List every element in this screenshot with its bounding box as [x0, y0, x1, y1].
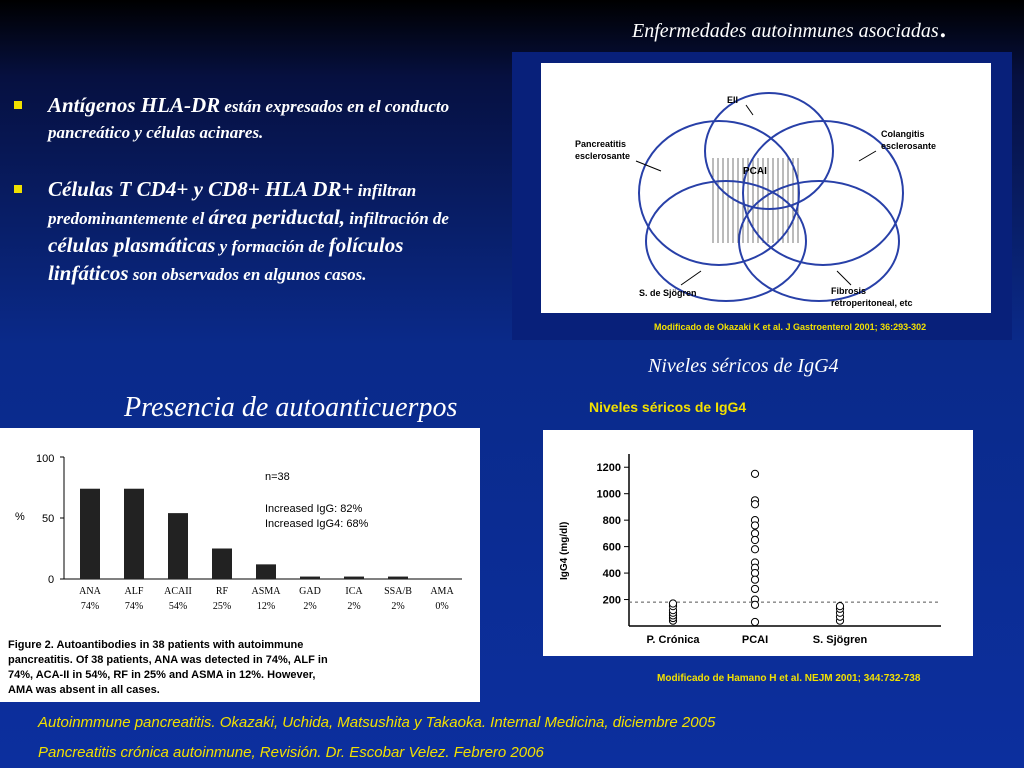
bullet-text: y formación de [215, 237, 329, 256]
venn-label-eii: EII [727, 95, 739, 105]
venn-credit: Modificado de Okazaki K et al. J Gastroenterol 2001; 36:293-302 [654, 322, 927, 332]
bar [168, 513, 188, 579]
venn-label-pcai: PCAI [743, 166, 767, 177]
figure-caption: 74%, ACA-II in 54%, RF in 25% and ASMA in 12%. However, [8, 669, 316, 681]
bullet-strong: área periductal, [208, 205, 346, 229]
scatter-point [751, 601, 758, 608]
bullet-text: están expresados en el conducto pancreático y células acinares. [48, 97, 450, 142]
bar-category-label: ALF [124, 586, 144, 597]
bar-percent-label: 74% [80, 601, 100, 612]
scatter-ytick-label: 400 [602, 568, 621, 581]
scatter-point [751, 585, 758, 592]
scatter-point [836, 603, 843, 610]
igg4-chart-heading: Niveles séricos de IgG4 [589, 399, 747, 415]
scatter-point [751, 576, 758, 583]
bullet-square-icon [14, 101, 22, 109]
bar-percent-label: 2% [303, 601, 317, 612]
scatter-point [751, 522, 758, 529]
venn-label-pancreatitis: esclerosante [575, 151, 631, 161]
scatter-category-label: S. Sjögren [812, 634, 868, 646]
bar-category-label: RF [215, 586, 229, 597]
venn-svg [541, 63, 991, 313]
bar [124, 489, 144, 579]
igg4-scatter-chart [543, 430, 973, 656]
figure-caption: pancreatitis. Of 38 patients, ANA was detected in 74%, ALF in [8, 654, 328, 666]
scatter-ytick-label: 1000 [596, 488, 621, 501]
slide-title-associated-diseases: Enfermedades autoinmunes asociadas. [632, 8, 948, 45]
bar-category-label: GAD [299, 586, 321, 597]
bar-ytick: 100 [36, 453, 55, 465]
bar-annotation: n=38 [265, 471, 290, 483]
igg4-figure [543, 430, 973, 656]
autoantibody-title: Presencia de autoanticuerpos [124, 392, 458, 423]
autoantibody-bar-chart [0, 428, 480, 702]
bar [80, 489, 100, 579]
scatter-ytick-label: 600 [602, 541, 621, 554]
scatter-point [751, 546, 758, 553]
scatter-point [751, 470, 758, 477]
bullet-strong: células plasmáticas [48, 233, 216, 257]
bar-percent-label: 54% [168, 601, 188, 612]
bar-category-label: ICA [345, 586, 363, 597]
bullet-text: son observados en algunos casos. [128, 265, 367, 284]
bar-ylabel: % [15, 511, 25, 523]
bar [388, 577, 408, 579]
bullet-text: infiltran predominantemente el [48, 181, 417, 228]
venn-label-fibrosis: Fibrosis [831, 286, 867, 296]
bar-annotation: Increased IgG: 82% [265, 503, 363, 515]
bar-category-label: SSA/B [384, 586, 412, 597]
scatter-point [669, 600, 676, 607]
bar-percent-label: 2% [347, 601, 361, 612]
bar-percent-label: 2% [391, 601, 405, 612]
scatter-category-label: P. Crónica [646, 634, 700, 646]
bullet-square-icon [14, 185, 22, 193]
bar-percent-label: 12% [256, 601, 276, 612]
scatter-point [751, 618, 758, 625]
bullet-item [14, 176, 484, 288]
scatter-ytick-label: 1200 [596, 462, 621, 475]
scatter-ytick-label: 800 [602, 515, 621, 528]
reference-1: Autoinmmune pancreatitis. Okazaki, Uchida, Matsushita y Takaoka. Internal Medicina, diciembre 2005 [38, 714, 716, 731]
bar-ytick: 50 [42, 513, 55, 525]
autoantibody-figure [0, 428, 480, 702]
figure-caption: Figure 2. Autoantibodies in 38 patients with autoimmune [8, 639, 304, 651]
venn-label-sjogren: S. de Sjögren [639, 288, 697, 298]
bullet-strong: folículos linfáticos [48, 233, 404, 285]
venn-label-fibrosis: retroperitoneal, etc [831, 298, 913, 308]
scatter-point [751, 536, 758, 543]
reference-2: Pancreatitis crónica autoinmune, Revisión. Dr. Escobar Velez. Febrero 2006 [38, 744, 544, 761]
scatter-ylabel: IgG4 (mg/dl) [559, 521, 570, 580]
bar [212, 549, 232, 580]
bullet-text: infiltración de [345, 209, 449, 228]
bar-category-label: ANA [79, 586, 101, 597]
bar [300, 577, 320, 579]
bar-category-label: ASMA [251, 586, 281, 597]
bullet-strong: Células T CD4+ y CD8+ HLA DR+ [48, 177, 354, 201]
bar-ytick: 0 [48, 574, 55, 586]
venn-label-pancreatitis: Pancreatitis [575, 139, 627, 149]
igg4-title: Niveles séricos de IgG4 [648, 355, 839, 377]
bar-percent-label: 74% [124, 601, 144, 612]
bullet-strong: Antígenos HLA-DR [48, 93, 221, 117]
bar-category-label: AMA [430, 586, 454, 597]
venn-label-colangitis: Colangitis [881, 129, 925, 139]
figure-caption: AMA was absent in all cases. [8, 684, 160, 696]
scatter-point [751, 501, 758, 508]
bar-category-label: ACAII [164, 586, 192, 597]
igg4-credit: Modificado de Hamano H et al. NEJM 2001; 344:732-738 [657, 673, 921, 684]
bullet-item [14, 92, 484, 146]
venn-label-colangitis: esclerosante [881, 141, 937, 151]
bar [344, 577, 364, 579]
scatter-ytick-label: 200 [602, 594, 621, 607]
bar-percent-label: 25% [212, 601, 232, 612]
scatter-category-label: PCAI [741, 634, 769, 646]
bullet-list [14, 92, 484, 318]
bar-annotation: Increased IgG4: 68% [265, 518, 369, 530]
bar-percent-label: 0% [435, 601, 449, 612]
bar [256, 564, 276, 579]
venn-diagram [541, 63, 991, 313]
